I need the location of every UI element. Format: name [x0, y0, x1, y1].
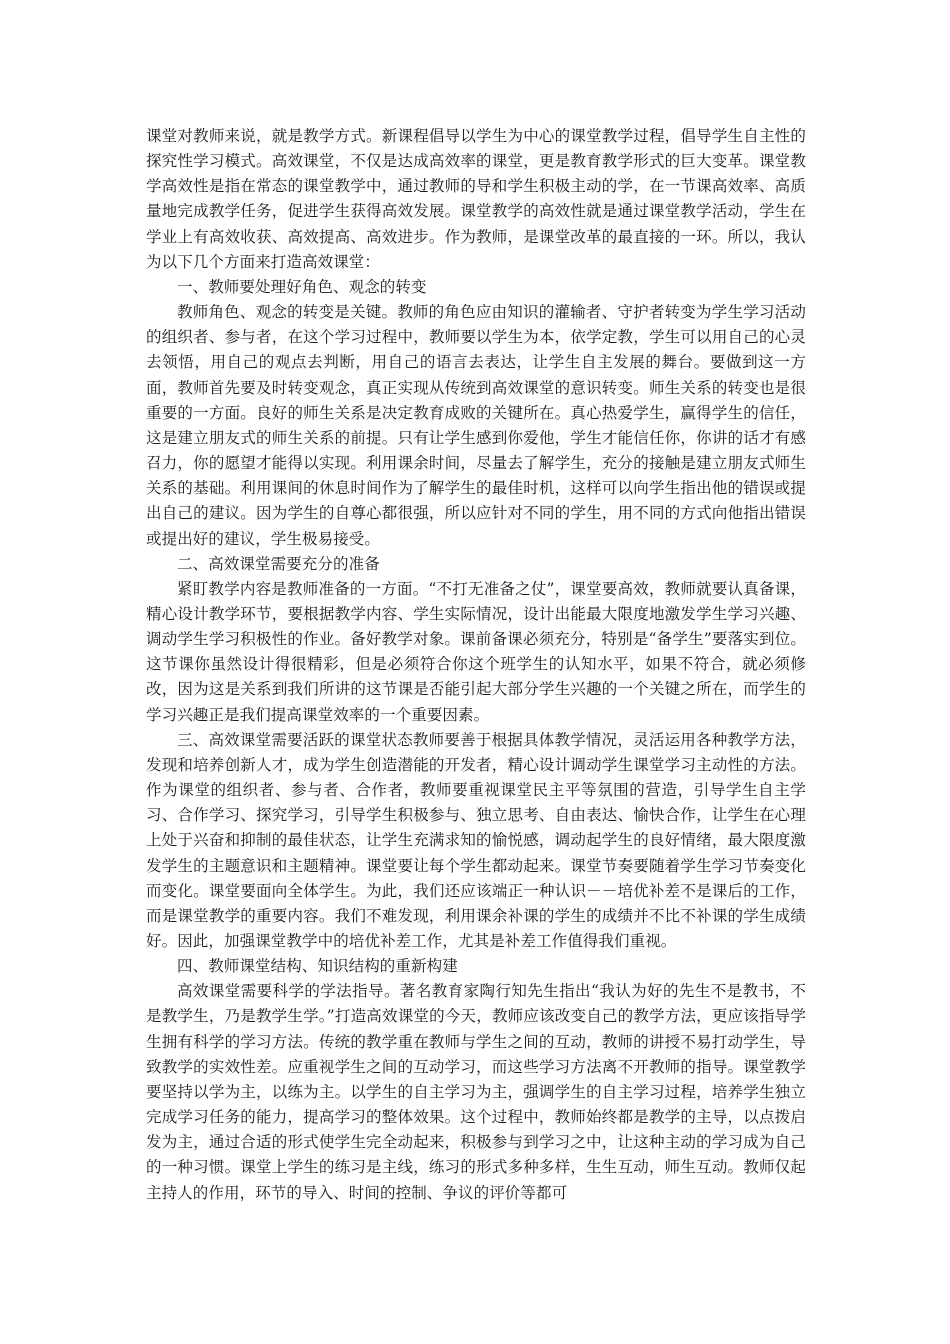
section-2-body: 紧盯教学内容是教师准备的一方面。“不打无准备之仗”，课堂要高效，教师就要认真备课，精心设计教学环节，要根据教学内容、学生实际情况，设计出能最大限度地激发学生学习兴趣、调动学生学习积极性的作业。备好教学对象。课前备课必须充分，特别是“备学生”要落实到位。这节课你虽然设计得很精彩，但是必须符合你这个班学生的认知水平，如果不符合，就必须修改，因为这是关系到我们所讲的这节课是否能引起大部分学生兴趣的一个关键之所在，而学生的学习兴趣正是我们提高课堂效率的一个重要因素。	[146, 579, 806, 724]
section-3-body: 三、高效课堂需要活跃的课堂状态教师要善于根据具体教学情况，灵活运用各种教学方法，发现和培养创新人才，成为学生创造潜能的开发者，精心设计调动学生课堂学习主动性的方法。作为课堂的组织者、参与者、合作者，教师要重视课堂民主平等氛围的营造，引导学生自主学习、合作学习、探究学习，引导学生积极参与、独立思考、自由表达、愉快合作，让学生在心理上处于兴奋和抑制的最佳状态，让学生充满求知的愉悦感，调动起学生的良好情绪，最大限度激发学生的主题意识和主题精神。课堂要让每个学生都动起来。课堂节奏要随着学生学习节奏变化而变化。课堂要面向全体学生。为此，我们还应该端正一种认识－－培优补差不是课后的工作，而是课堂教学的重要内容。我们不难发现，利用课余补课的学生的成绩并不比不补课的学生成绩好。因此，加强课堂教学中的培优补差工作，尤其是补差工作值得我们重视。	[146, 730, 806, 950]
section-4-body: 高效课堂需要科学的学法指导。著名教育家陶行知先生指出“我认为好的先生不是教书，不是教学生，乃是教学生学。”打造高效课堂的今天，教师应该改变自己的教学方法，更应该指导学生拥有科学的学习方法。传统的教学重在教师与学生之间的互动，教师的讲授不易打动学生，导致教学的实效性差。应重视学生之间的互动学习，而这些学习方法离不开教师的指导。课堂教学要坚持以学为主，以练为主。以学生的自主学习为主，强调学生的自主学习过程，培养学生独立完成学习任务的能力，提高学习的整体效果。这个过程中，教师始终都是教学的主导，以点拨启发为主，通过合适的形式使学生完全动起来，积极参与到学习之中，让这种主动的学习成为自己的一种习惯。课堂上学生的练习是主线，练习的形式多种多样，生生互动，师生互动。教师仅起主持人的作用，环节的导入、时间的控制、争议的评价等都可	[146, 982, 806, 1202]
section-1-heading: 一、教师要处理好角色、观念的转变	[177, 277, 427, 296]
section-1-body: 教师角色、观念的转变是关键。教师的角色应由知识的灌输者、守护者转变为学生学习活动的组织者、参与者，在这个学习过程中，教师要以学生为本，依学定教，学生可以用自己的心灵去领悟，用自己的观点去判断，用自己的语言去表达，让学生自主发展的舞台。要做到这一方面，教师首先要及时转变观念，真正实现从传统到高效课堂的意识转变。师生关系的转变也是很重要的一方面。良好的师生关系是决定教育成败的关键所在。真心热爱学生，赢得学生的信任，这是建立朋友式的师生关系的前提。只有让学生感到你爱他，学生才能信任你，你讲的话才有感召力，你的愿望才能得以实现。利用课余时间，尽量去了解学生，充分的接触是建立朋友式师生关系的基础。利用课间的休息时间作为了解学生的最佳时机，这样可以向学生指出他的错误或提出自己的建议。因为学生的自尊心都很强，所以应针对不同的学生，用不同的方式向他指出错误或提出好的建议，学生极易接受。	[146, 303, 806, 548]
section-2-heading: 二、高效课堂需要充分的准备	[177, 554, 380, 573]
section-4-heading: 四、教师课堂结构、知识结构的重新构建	[177, 957, 458, 976]
document-page	[146, 124, 806, 1206]
intro-paragraph: 课堂对教师来说，就是教学方式。新课程倡导以学生为中心的课堂教学过程，倡导学生自主性的探究性学习模式。高效课堂，不仅是达成高效率的课堂，更是教育教学形式的巨大变革。课堂教学高效性是指在常态的课堂教学中，通过教师的导和学生积极主动的学，在一节课高效率、高质量地完成教学任务，促进学生获得高效发展。课堂教学的高效性就是通过课堂教学活动，学生在学业上有高效收获、高效提高、高效进步。作为教师，是课堂改革的最直接的一环。所以，我认为以下几个方面来打造高效课堂：	[146, 127, 806, 271]
